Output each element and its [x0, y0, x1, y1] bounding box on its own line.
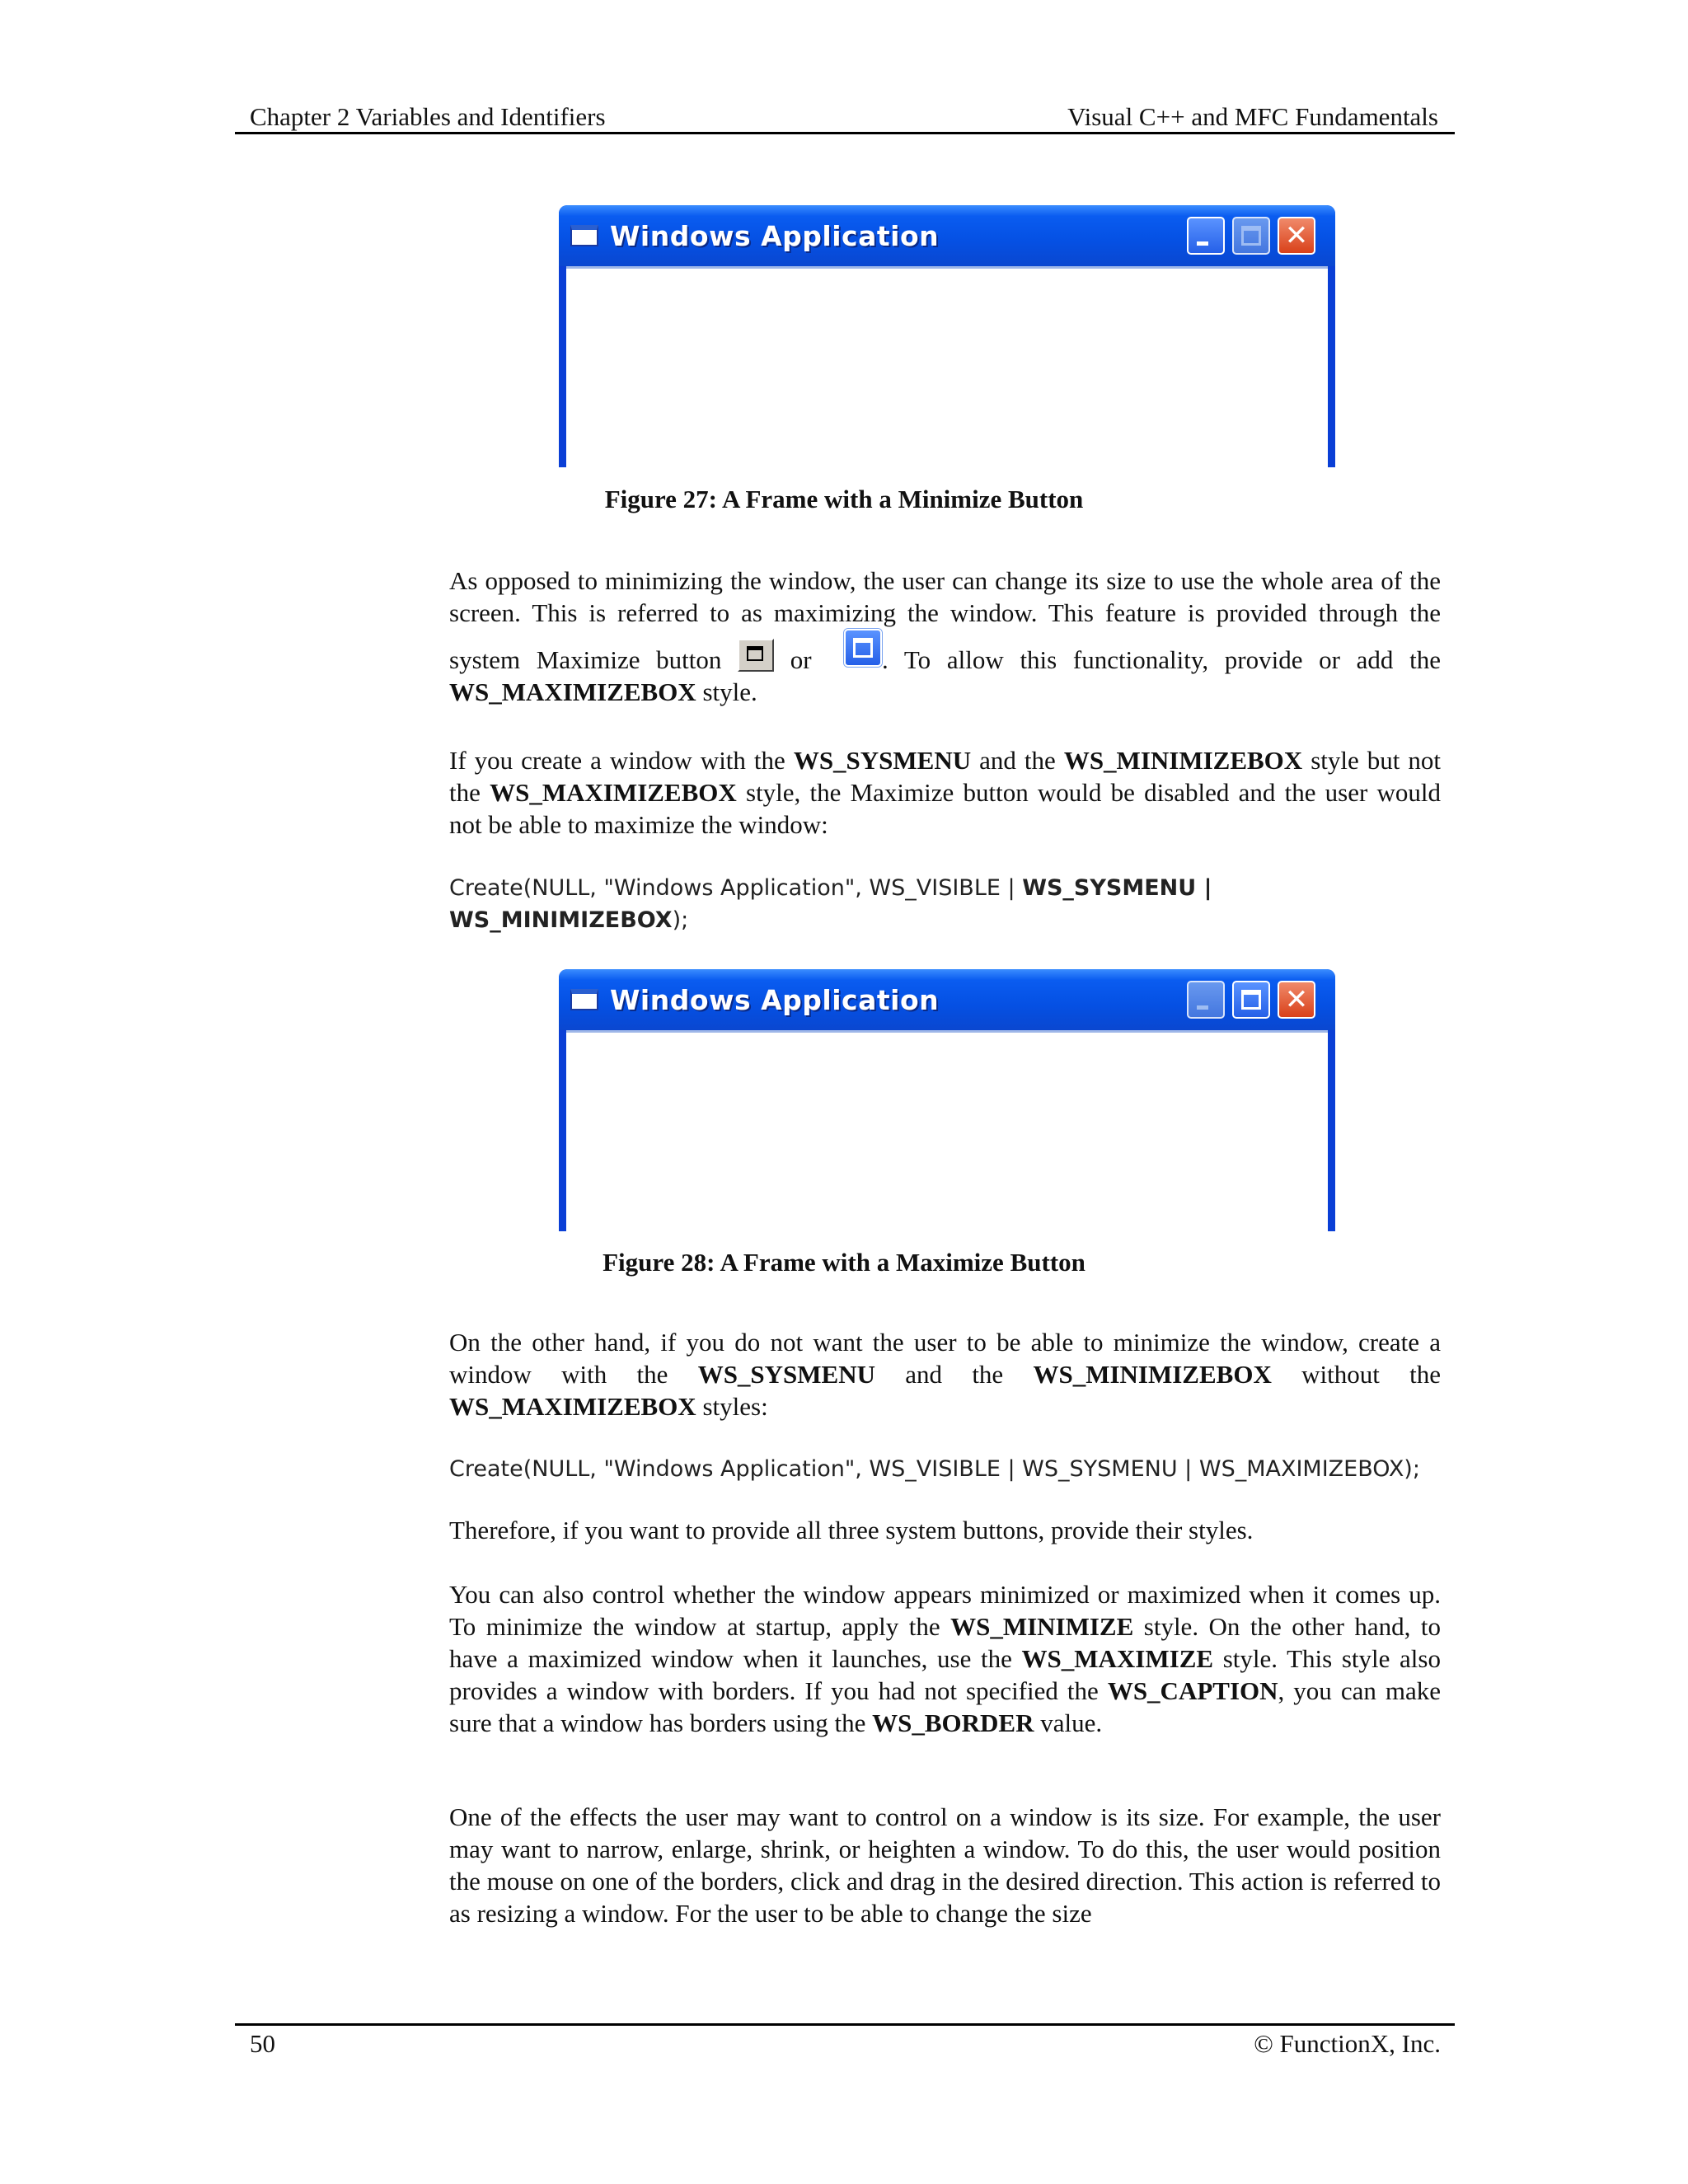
figure-28-caption: Figure 28: A Frame with a Maximize Button [603, 1248, 1085, 1277]
window-title: Windows Application [610, 220, 940, 252]
paragraph-3 [449, 1326, 1441, 1422]
header-rule [235, 132, 1455, 134]
window-title-bar [559, 969, 1335, 1030]
maximize-button-disabled [1232, 217, 1270, 255]
figure-27-window [559, 205, 1335, 467]
close-button[interactable] [1278, 217, 1315, 255]
paragraph-1-text: As opposed to minimizing the window, the user can change its size to use the whole area of the screen. This is referred to as maximizing the window. This feature is provided through the system Maximize button or . To allow this functionality, provide or add the WS_MAXIMIZEBOX style. [449, 566, 1442, 706]
figure-28-window [559, 969, 1335, 1231]
paragraph-4 [449, 1514, 1441, 1546]
figure-27-caption: Figure 27: A Frame with a Minimize Button [604, 485, 1084, 513]
window-client-area [566, 1030, 1328, 1231]
paragraph-2 [449, 744, 1441, 841]
header-right: Visual C++ and MFC Fundamentals [1067, 102, 1438, 131]
paragraph-6-text: One of the effects the user may want to control on a window is its size. For example, the user may want to narrow, enlarge, shrink, or heighten a window. To do this, the user would position the mouse on one of the borders, click and drag in the desired direction. This action is referred to as resizing a window. For the user to be able to change the size [449, 1802, 1441, 1928]
code-sample-1: Create(NULL, "Windows Application", WS_VISIBLE | WS_SYSMENU | WS_MINIMIZEBOX); [449, 875, 1212, 933]
header-left: Chapter 2 Variables and Identifiers [250, 102, 606, 131]
minimize-button[interactable] [1187, 217, 1225, 255]
minimize-icon [1197, 1005, 1208, 1010]
paragraph-2-text: If you create a window with the WS_SYSMENU and the WS_MINIMIZEBOX style but not the WS_MAXIMIZEBOX style, the Maximize button would be disabled and the user would not be able to maximize the window: [449, 746, 1442, 839]
paragraph-5 [449, 1578, 1441, 1739]
maximize-icon [1241, 990, 1261, 1010]
paragraph-3-text: On the other hand, if you do not want the user to be able to minimize the window, create a window with the WS_SYSMENU and the WS_MINIMIZEBOX without the WS_MAXIMIZEBOX styles: [449, 1328, 1441, 1421]
footer-rule [235, 2023, 1455, 2026]
window-app-icon [570, 989, 598, 1010]
paragraph-5-text: You can also control whether the window appears minimized or maximized when it comes up. To minimize the window at startup, apply the WS_MINIMIZE style. On the other hand, to have a maximized window when it launches, use the WS_MAXIMIZE style. This style also provides a window with borders. If you had not specified the WS_CAPTION, you can make sure that a window has borders using the WS_BORDER value. [449, 1580, 1441, 1737]
window-app-icon [570, 225, 598, 246]
footer-copyright: © FunctionX, Inc. [1254, 2029, 1441, 2058]
footer-page-number: 50 [250, 2029, 275, 2058]
code-sample-2: Create(NULL, "Windows Application", WS_VISIBLE | WS_SYSMENU | WS_MAXIMIZEBOX); [449, 1456, 1420, 1482]
maximize-button-xp-icon [844, 629, 882, 667]
paragraph-1 [449, 565, 1441, 708]
maximize-button-classic-icon [738, 639, 774, 672]
close-button[interactable] [1278, 981, 1315, 1019]
window-client-area [566, 266, 1328, 467]
minimize-button-disabled [1187, 981, 1225, 1019]
close-icon: ✕ [1284, 983, 1309, 1016]
maximize-icon [1241, 226, 1261, 246]
window-title-bar [559, 205, 1335, 266]
maximize-button[interactable] [1232, 981, 1270, 1019]
paragraph-4-text: Therefore, if you want to provide all three system buttons, provide their styles. [449, 1516, 1254, 1544]
minimize-icon [1197, 241, 1208, 246]
window-title: Windows Application [610, 984, 940, 1016]
paragraph-6 [449, 1801, 1441, 1929]
close-icon: ✕ [1284, 219, 1309, 252]
